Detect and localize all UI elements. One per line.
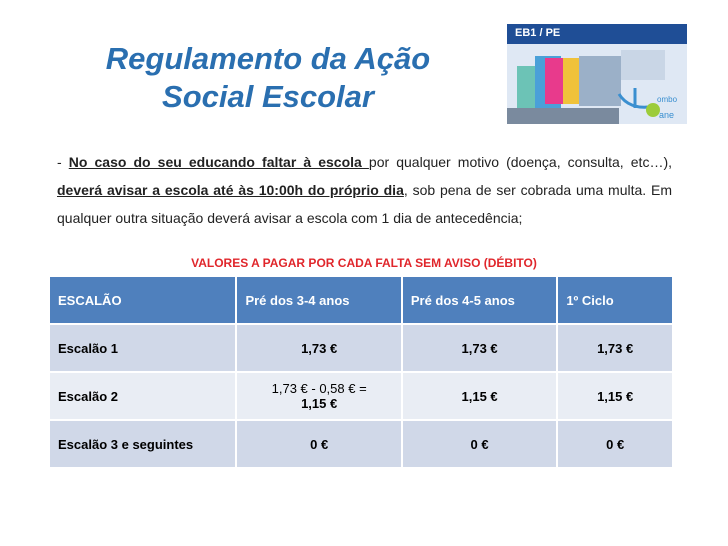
para-text-1: por qualquer motivo (doença, consulta, etc…), (368, 154, 672, 170)
title-line-1: Regulamento da Ação (105, 41, 431, 76)
notice-paragraph (57, 148, 672, 232)
cell-value: 0 € (557, 420, 673, 468)
calc-expression: 1,73 € - 0,58 € = (271, 381, 367, 396)
cell-calculation (236, 372, 401, 420)
row-label: Escalão 1 (49, 324, 236, 372)
logo-text-1: ombo (657, 95, 678, 104)
para-underlined-1: No caso do seu educando faltar à escola (68, 154, 369, 170)
cell-value: 1,15 € (402, 372, 557, 420)
para-text-2: , sob pena de ser cobrada uma multa. Em qualquer outra situação deverá avisar a escola com 1 dia de antecedência; (57, 182, 672, 226)
para-dash: - (57, 154, 69, 170)
page-title (48, 40, 488, 116)
header-pre-4-5: Pré dos 4-5 anos (402, 276, 557, 324)
logo-graphic (507, 24, 687, 124)
calc-result: 1,15 € (301, 396, 338, 411)
header-escalao: ESCALÃO (49, 276, 236, 324)
header-1-ciclo: 1º Ciclo (557, 276, 673, 324)
row-label: Escalão 3 e seguintes (49, 420, 236, 468)
table-header-row (49, 276, 673, 324)
fees-table (48, 275, 674, 469)
table-subtitle: VALORES A PAGAR POR CADA FALTA SEM AVISO (DÉBITO) (191, 256, 537, 270)
school-logo (507, 24, 687, 124)
header-pre-3-4: Pré dos 3-4 anos (236, 276, 401, 324)
para-underlined-2: deverá avisar a escola até às 10:00h do próprio dia (57, 182, 404, 198)
cell-value: 1,73 € (236, 324, 401, 372)
cell-value: 0 € (402, 420, 557, 468)
row-label: Escalão 2 (49, 372, 236, 420)
logo-label: EB1 / PE (515, 27, 561, 39)
title-line-2: Social Escolar (162, 79, 374, 114)
cell-value: 1,15 € (557, 372, 673, 420)
table-row (49, 420, 673, 468)
table-row (49, 324, 673, 372)
table-row (49, 372, 673, 420)
logo-text-2: ane (659, 110, 675, 120)
cell-value: 1,73 € (402, 324, 557, 372)
cell-value: 0 € (236, 420, 401, 468)
cell-value: 1,73 € (557, 324, 673, 372)
